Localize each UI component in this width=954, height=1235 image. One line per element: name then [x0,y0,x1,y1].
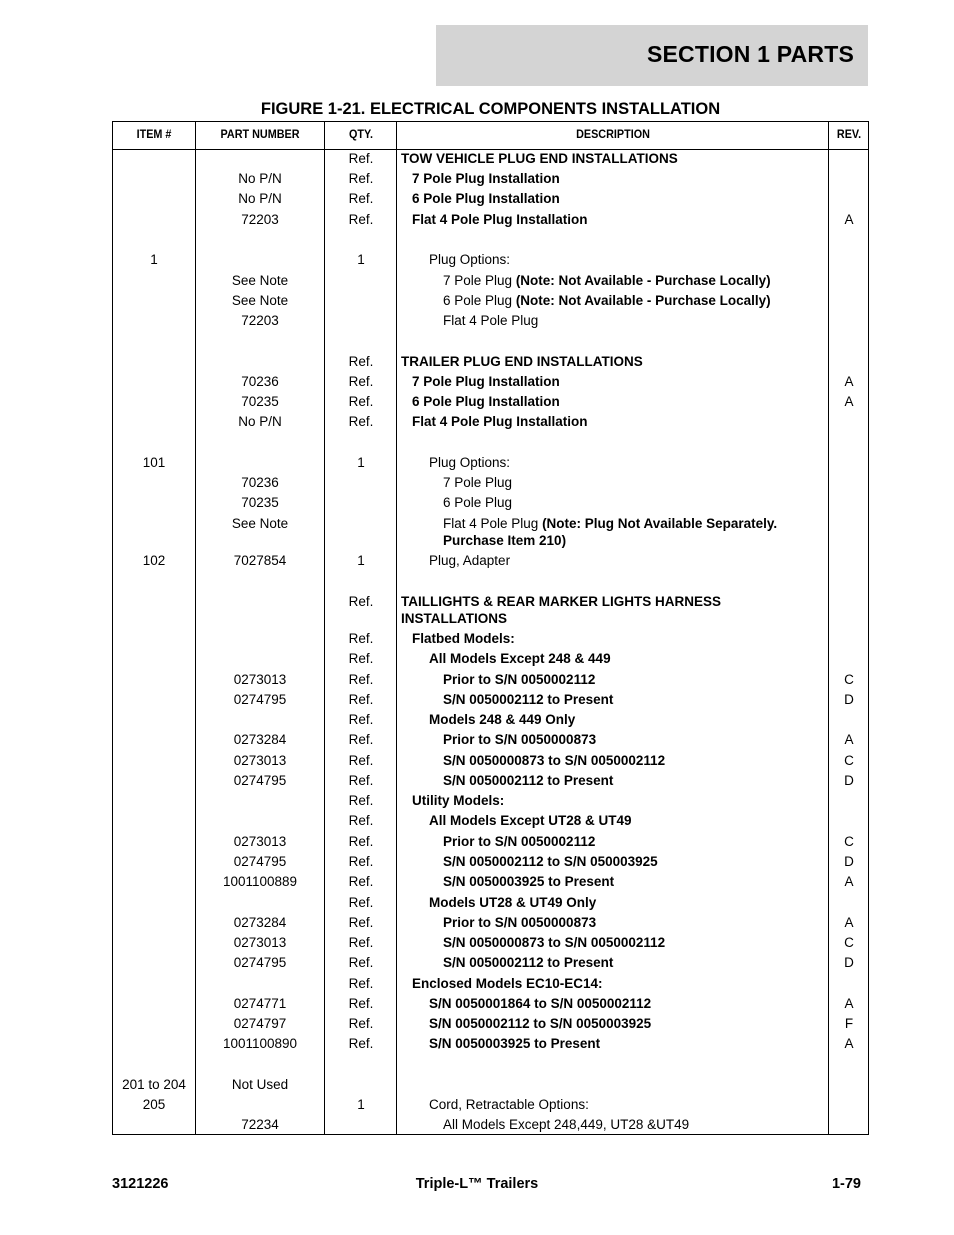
part-number-cell: 70235 [241,394,279,409]
description-text: TOW VEHICLE PLUG END INSTALLATIONS [401,151,678,166]
description-text: S/N 0050002112 to Present [443,692,614,707]
qty-cell: Ref. [348,793,374,808]
description-text: TAILLIGHTS & REAR MARKER LIGHTS HARNESS [401,594,721,609]
description-cell [401,934,863,951]
description-cell [401,532,863,549]
qty-cell: Ref. [348,191,374,206]
qty-cell: Ref. [348,354,374,369]
part-number-cell: 0274795 [233,955,287,970]
qty-cell: Ref. [348,732,374,747]
description-text: S/N 0050002112 to S/N 050003925 [443,854,658,869]
description-cell [401,454,849,471]
description-cell [401,593,821,610]
description-cell [401,833,863,850]
description-text: Prior to S/N 0050000873 [443,732,597,747]
revision-cell: A [844,732,854,747]
qty-cell: Ref. [348,394,374,409]
description-cell [401,812,849,829]
qty-cell: 1 [357,553,365,568]
description-text: Models 248 & 449 Only [429,712,576,727]
description-text: Flat 4 Pole Plug Installation [412,212,588,227]
description-cell [401,630,832,647]
revision-cell: C [844,834,854,849]
description-cell [401,150,821,167]
description-text: Utility Models: [412,793,505,808]
qty-cell: 1 [357,1097,365,1112]
description-cell [401,211,832,228]
qty-cell: Ref. [348,672,374,687]
description-cell [401,251,849,268]
description-cell [401,873,863,890]
item-number-cell: 102 [142,553,166,568]
description-text: All Models Except 248,449, UT28 &UT49 [443,1117,690,1132]
qty-cell: 1 [357,455,365,470]
part-number-cell: 0273013 [233,935,287,950]
description-cell [401,413,832,430]
description-text: Purchase Item 210) [443,533,567,548]
description-text: (Note: Plug Not Available Separately. [542,516,778,531]
part-number-cell: 0273284 [233,915,287,930]
qty-cell: Ref. [348,773,374,788]
footer-product: Triple-L™ Trailers [415,1176,539,1192]
description-text: Prior to S/N 0050002112 [443,672,596,687]
description-text: S/N 0050000873 to S/N 0050002112 [443,935,666,950]
qty-cell: 1 [357,252,365,267]
qty-cell: Ref. [348,935,374,950]
qty-cell: Ref. [348,212,374,227]
revision-cell: D [844,773,854,788]
part-number-cell: No P/N [238,191,282,206]
item-number-cell: 101 [142,455,166,470]
description-text: S/N 0050002112 to Present [443,955,614,970]
description-cell [401,792,832,809]
revision-cell: F [844,1016,854,1031]
revision-cell: C [844,753,854,768]
description-cell [401,494,863,511]
description-text: 7 Pole Plug Installation [412,374,560,389]
part-number-cell: 1001100889 [222,874,298,889]
item-number-cell: 205 [142,1097,166,1112]
item-number-cell: 1 [150,252,158,267]
column-header-rev: REV. [836,127,862,141]
description-text: Flat 4 Pole Plug Installation [412,414,588,429]
part-number-cell: 72234 [241,1117,279,1132]
part-number-cell: 0273284 [233,732,287,747]
column-header-part-number: PART NUMBER [220,127,300,141]
part-number-cell: 1001100890 [222,1036,298,1051]
description-text: S/N 0050001864 to S/N 0050002112 [429,996,652,1011]
parts-table [112,121,869,1135]
part-number-cell: No P/N [238,171,282,186]
qty-cell: Ref. [348,1016,374,1031]
qty-cell: Ref. [348,692,374,707]
table-body [113,150,868,1134]
qty-cell: Ref. [348,374,374,389]
description-text: Cord, Retractable Options: [429,1097,589,1112]
part-number-cell: 70236 [241,475,279,490]
description-text: 7 Pole Plug [443,475,513,490]
description-cell [401,170,832,187]
part-number-cell: No P/N [238,414,282,429]
description-cell [401,853,863,870]
revision-cell: A [844,212,854,227]
description-cell [401,393,832,410]
description-text: All Models Except 248 & 449 [429,651,611,666]
description-text: S/N 0050003925 to Present [429,1036,601,1051]
column-header-qty: QTY. [348,127,373,141]
qty-cell: Ref. [348,151,374,166]
description-cell [401,894,849,911]
description-text: 6 Pole Plug [443,293,516,308]
description-text: 6 Pole Plug Installation [412,394,560,409]
qty-cell: Ref. [348,813,374,828]
description-cell [401,552,849,569]
description-text: Flat 4 Pole Plug [443,313,539,328]
part-number-cell: 0274795 [233,773,287,788]
qty-cell: Ref. [348,594,374,609]
qty-cell: Ref. [348,414,374,429]
part-number-cell: 70235 [241,495,279,510]
revision-cell: A [844,915,854,930]
qty-cell: Ref. [348,895,374,910]
description-cell [401,515,863,532]
description-cell [401,731,863,748]
description-cell [401,975,832,992]
revision-cell: C [844,672,854,687]
description-text: All Models Except UT28 & UT49 [429,813,632,828]
part-number-cell: 70236 [241,374,279,389]
part-number-cell: 0274795 [233,692,287,707]
part-number-cell: Not Used [231,1077,289,1092]
qty-cell: Ref. [348,915,374,930]
description-cell [401,954,863,971]
description-text: Plug, Adapter [429,553,511,568]
description-text: 6 Pole Plug [443,495,513,510]
description-cell [401,995,849,1012]
part-number-cell: 0273013 [233,834,287,849]
description-cell [401,650,849,667]
footer-doc-number: 3121226 [112,1176,169,1192]
part-number-cell: See Note [231,273,289,288]
description-text: TRAILER PLUG END INSTALLATIONS [401,354,643,369]
section-header [436,25,868,86]
description-text: INSTALLATIONS [401,611,507,626]
description-text: 7 Pole Plug [443,273,516,288]
description-text: (Note: Not Available - Purchase Locally) [515,293,771,308]
description-text: Enclosed Models EC10-EC14: [412,976,603,991]
table-header-row [113,122,868,150]
qty-cell: Ref. [348,955,374,970]
qty-cell: Ref. [348,171,374,186]
description-cell [401,752,863,769]
revision-cell: A [844,374,854,389]
revision-cell: D [844,854,854,869]
description-cell [401,353,821,370]
revision-cell: D [844,955,854,970]
description-text: Plug Options: [429,455,511,470]
part-number-cell: 0274771 [233,996,287,1011]
footer-page-number: 1-79 [831,1176,861,1192]
part-number-cell: 0274797 [233,1016,287,1031]
revision-cell: A [844,874,854,889]
qty-cell: Ref. [348,996,374,1011]
section-title: SECTION 1 PARTS [646,41,854,67]
description-cell [401,1015,849,1032]
revision-cell: D [844,692,854,707]
qty-cell: Ref. [348,854,374,869]
description-text: Models UT28 & UT49 Only [429,895,597,910]
part-number-cell: 0274795 [233,854,287,869]
description-text: 6 Pole Plug Installation [412,191,560,206]
part-number-cell: 72203 [241,212,279,227]
description-text: 7 Pole Plug Installation [412,171,560,186]
description-text: S/N 0050003925 to Present [443,874,615,889]
description-cell [401,474,863,491]
column-header-description: DESCRIPTION [576,127,650,141]
description-text: S/N 0050000873 to S/N 0050002112 [443,753,666,768]
qty-cell: Ref. [348,631,374,646]
description-cell [401,772,863,789]
part-number-cell: See Note [231,293,289,308]
qty-cell: Ref. [348,651,374,666]
qty-cell: Ref. [348,753,374,768]
description-cell [401,1035,849,1052]
item-number-cell: 201 to 204 [122,1077,186,1092]
description-text: Flatbed Models: [412,631,515,646]
description-text: Flat 4 Pole Plug [443,516,543,531]
part-number-cell: See Note [231,516,289,531]
description-cell [401,292,863,309]
description-text: Prior to S/N 0050002112 [443,834,596,849]
figure-title: FIGURE 1-21. ELECTRICAL COMPONENTS INSTALLATION [260,100,721,118]
description-text: (Note: Not Available - Purchase Locally) [515,273,771,288]
description-text: S/N 0050002112 to Present [443,773,614,788]
description-cell [401,190,832,207]
description-text: Prior to S/N 0050000873 [443,915,597,930]
qty-cell: Ref. [348,976,374,991]
description-cell [401,610,821,627]
revision-cell: A [844,394,854,409]
description-cell [401,1116,863,1133]
description-cell [401,1096,849,1113]
description-text: Plug Options: [429,252,511,267]
revision-cell: A [844,996,854,1011]
description-cell [401,373,832,390]
revision-cell: C [844,935,854,950]
part-number-cell: 7027854 [233,553,287,568]
description-cell [401,272,863,289]
description-text: S/N 0050002112 to S/N 0050003925 [429,1016,652,1031]
description-cell [401,691,863,708]
description-cell [401,711,849,728]
qty-cell: Ref. [348,712,374,727]
description-cell [401,312,863,329]
part-number-cell: 72203 [241,313,279,328]
column-header-item: ITEM # [136,127,172,141]
qty-cell: Ref. [348,874,374,889]
revision-cell: A [844,1036,854,1051]
description-cell [401,671,863,688]
qty-cell: Ref. [348,1036,374,1051]
part-number-cell: 0273013 [233,753,287,768]
part-number-cell: 0273013 [233,672,287,687]
description-cell [401,914,863,931]
qty-cell: Ref. [348,834,374,849]
